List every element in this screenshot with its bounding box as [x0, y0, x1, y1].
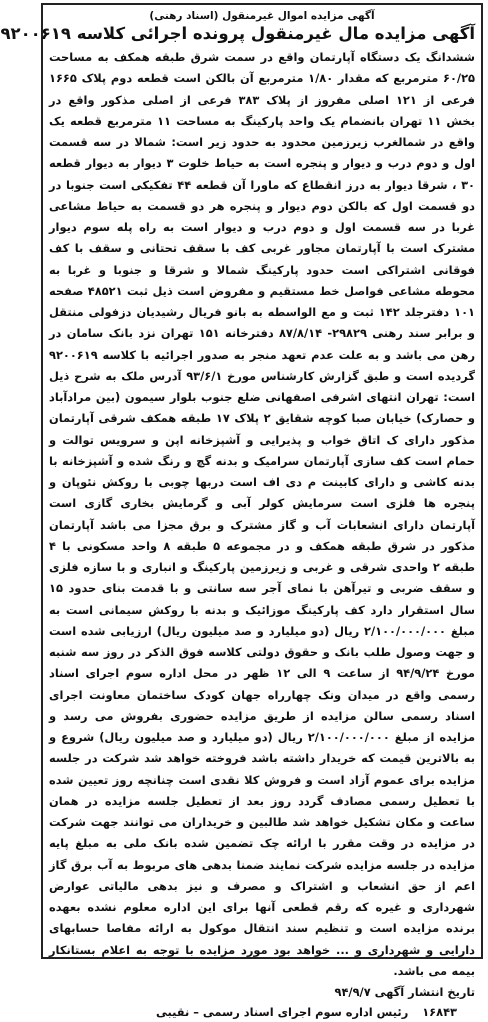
auction-notice [0, 3, 483, 1019]
notice-kicker: آگهی مزایده اموال غیرمنقول (اسناد رهنی) [149, 10, 375, 22]
notice-signature-line [49, 1002, 475, 1022]
notice-headline: آگهی مزایده مال غیرمنقول پرونده اجرائی کلاسه ۹۲۰۰۶۱۹ [0, 24, 475, 43]
notice-code: ۱۶۸۴۳ [422, 1005, 457, 1019]
publication-date: تاریخ انتشار آگهی ۹۴/۹/۷ [334, 985, 475, 999]
notice-signature: رئیس اداره سوم اجرای اسناد رسمی – نقیبی [155, 1005, 409, 1019]
notice-body: ششدانگ یک دستگاه آپارتمان واقع در سمت شرق طبقه همکف به مساحت ۶۰/۲۵ مترمربع که مقدار ۱/۸۰ مترمربع آن بالکن است قطعه دوم پلاک ۱۶۶۵ فرعی از ۱۲۱ اصلی مفروز از پلاک ۳۸۳ فرعی از اصلی مذکور واقع در بخش ۱۱ تهران بانضمام یک واحد پارکینگ به مساحت ۱۱ مترمربع قطعه یک واقع در شمالغرب زیرزمین محدود به حدود زیر است: شمالا در سه قسمت اول و دوم درب و دیوار و پنجره است به حیاط خلوت ۳ دیوار به دیوار قطعه ۳۰ ، شرقا دیوار به درز انقطاع که ماورا آن قطعه ۴۴ تفکیکی است جنوبا در دو قسمت اول که بالکن دوم دیوار و پنجره هر دو قسمت به حیاط مشاعی غربا در سه قسمت اول و دوم درب و دیوار است به راه پله سوم دیوار مشترک است با آپارتمان مجاور غربی کف با سقف تحتانی و سقف با کف فوقانی اشتراکی است حدود پارکینگ شمالا و شرقا و جنوبا و غربا به محوطه مشاعی فواصل خط مستقیم و مفروض است ذیل ثبت ۴۸۵۲۱ صفحه ۱۰۱ دفترجلد ۱۴۲ ثبت و مع الواسطه به بانو فریال رشیدیان دزفولی منتقل و برابر سند رهنی ۲۹۸۲۹- ۸۷/۸/۱۴ دفترخانه ۱۵۱ تهران نزد بانک سامان در رهن می باشد و به علت عدم تعهد منجر به صدور اجرائیه با کلاسه ۹۲۰۰۶۱۹ گردیده است و طبق گزارش کارشناس مورخ ۹۳/۶/۱ آدرس ملک به شرح ذیل است: تهران انتهای اشرفی اصفهانی ضلع جنوب بلوار سیمون (بین مرادآباد و حصارک) خیابان صبا کوچه شقایق ۲ پلاک ۱۷ طبقه همکف شرقی آپارتمان مذکور دارای ک اتاق خواب و پذیرایی و آشپزخانه اپن و سرویس توالت و حمام است کف سازی آپارتمان سرامیک و بدنه گچ و رنگ شده و آشپزخانه با بدنه کاشی و دارای کابینت م دی اف است دربها چوبی با روکش نئوپان و پنجره ها فلزی است سرمایش کولر آبی و گرمایش بخاری گازی است آپارتمان دارای انشعابات آب و گاز مشترک و برق مجزا می باشد آپارتمان مذکور در شرق طبقه همکف و در مجموعه ۵ طبقه ۸ واحد مسکونی با ۴ طبقه ۲ واحدی شرقی و غربی و زیرزمین پارکینگ و انباری و با سازه فلزی و سقف ضربی و تیرآهن با نمای آجر سه سانتی و با قدمت بنای حدود ۱۵ سال استقرار دارد کف پارکینگ موزائیک و بدنه با روکش سیمانی است به مبلغ ۲/۱۰۰/۰۰۰/۰۰۰ ریال (دو میلیارد و صد میلیون ریال) ارزیابی شده است و جهت وصول طلب بانک و حقوق دولتی کلاسه فوق الذکر در روز سه شنبه مورخ ۹۴/۹/۲۴ از ساعت ۹ الی ۱۲ ظهر در محل اداره سوم اجرای اسناد رسمی واقع در میدان ونک چهارراه جهان کودک ساختمان معاونت اجرای اسناد رسمی سالن مزایده از طریق مزایده حضوری بفروش می رسد و مزایده از مبلغ ۲/۱۰۰/۰۰۰/۰۰۰ ریال (دو میلیارد و صد میلیون ریال) شروع و به بالاترین قیمت که خریدار داشته باشد فروخته خواهد شد شرکت در جلسه مزایده برای عموم آزاد است و فروش کلا نقدی است چنانچه روز تعیین شده با تعطیل رسمی مصادف گردد روز بعد از تعطیل جلسه مزایده در همان ساعت و مکان تشکیل خواهد شد طالبین و خریداران می توانند جهت شرکت در مزایده در وقت مقرر با ارائه چک تضمین شده بانک ملی به مبلغ پایه مزایده در جلسه مزایده شرکت نمایند ضمنا بدهی های مربوط به آب برق گاز اعم از حق انشعاب و اشتراک و مصرف و نیز بدهی مالیاتی عوارض شهرداری و غیره که رقم قطعی آنها برای این اداره معلوم نشده بعهده برنده مزایده است و تنظیم سند انتقال موکول به ارائه مفاصا حسابهای دارایی و شهرداری و ... خواهد بود مورد مزایده با توجه به اعلام بستانکار بیمه می باشد. [49, 50, 476, 978]
